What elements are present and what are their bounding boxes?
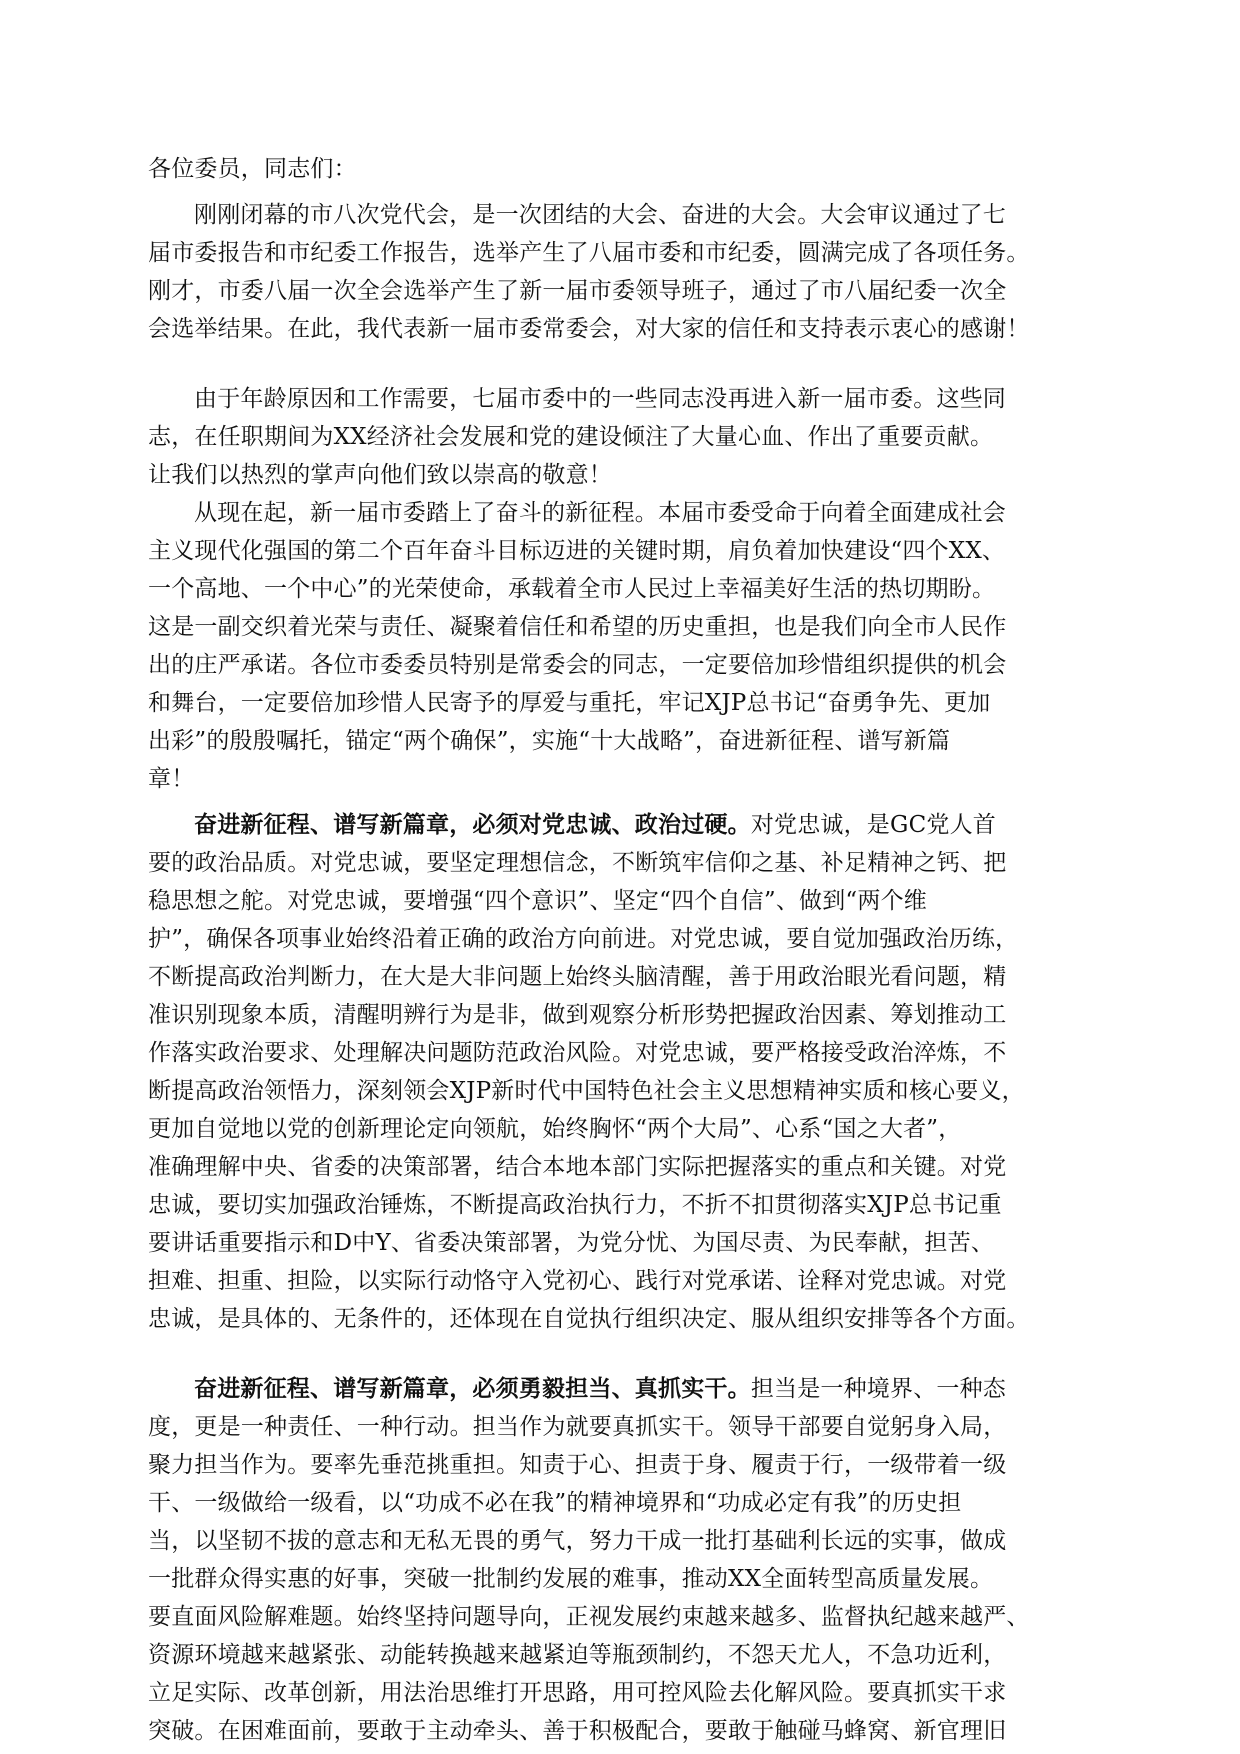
salutation: 各位委员，同志们：: [148, 156, 357, 182]
paragraph-line: [148, 1370, 1100, 1408]
paragraph-line: 要的政治品质。对党忠诚，要坚定理想信念，不断筑牢信仰之基、补足精神之钙、把: [148, 850, 1007, 876]
paragraph-line: 突破。在困难面前，要敢于主动牵头、善于积极配合，要敢于触碰马蜂窝、新官理旧: [148, 1718, 1007, 1744]
paragraph-4: [148, 806, 1100, 1338]
paragraph-3: [148, 494, 1100, 798]
paragraph-line: 资源环境越来越紧张、动能转换越来越紧迫等瓶颈制约，不怨天尤人，不急功近利，: [148, 1642, 1007, 1668]
paragraph-line: 稳思想之舵。对党忠诚，要增强“四个意识”、坚定“四个自信”、做到“两个维: [148, 888, 927, 914]
paragraph-line: 不断提高政治判断力，在大是大非问题上始终头脑清醒，善于用政治眼光看问题，精: [148, 964, 1007, 990]
paragraph-line: 担难、担重、担险，以实际行动恪守入党初心、践行对党承诺、诠释对党忠诚。对党: [148, 1268, 1007, 1294]
paragraph-line: 和舞台，一定要倍加珍惜人民寄予的厚爱与重托，牢记XJP总书记“奋勇争先、更加: [148, 690, 991, 716]
paragraph-line: 会选举结果。在此，我代表新一届市委常委会，对大家的信任和支持表示衷心的感谢！: [148, 316, 1030, 342]
paragraph-line: 刚才，市委八届一次全会选举产生了新一届市委领导班子，通过了市八届纪委一次全: [148, 278, 1007, 304]
paragraph-line: 出彩”的殷殷嘱托，锚定“两个确保”，实施“十大战略”，奋进新征程、谱写新篇: [148, 728, 951, 754]
paragraph-5: [148, 1370, 1100, 1750]
paragraph-line: 要直面风险解难题。始终坚持问题导向，正视发展约束越来越多、监督执纪越来越严、: [148, 1604, 1030, 1630]
paragraph-1: [148, 196, 1100, 348]
paragraph-line: 更加自觉地以党的创新理论定向领航，始终胸怀“两个大局”、心系“国之大者”，: [148, 1116, 962, 1142]
paragraph-line: 志，在任职期间为XX经济社会发展和党的建设倾注了大量心血、作出了重要贡献。: [148, 424, 994, 450]
paragraph-line: 准识别现象本质，清醒明辨行为是非，做到观察分析形势把握政治因素、筹划推动工: [148, 1002, 1007, 1028]
paragraph-line: 主义现代化强国的第二个百年奋斗目标迈进的关键时期，肩负着加快建设“四个XX、: [148, 538, 1006, 564]
paragraph-line: 干、一级做给一级看，以“功成不必在我”的精神境界和“功成必定有我”的历史担: [148, 1490, 962, 1516]
paragraph-2: [148, 380, 1100, 494]
paragraph-line: 一批群众得实惠的好事，突破一批制约发展的难事，推动XX全面转型高质量发展。: [148, 1566, 994, 1592]
paragraph-line: 届市委报告和市纪委工作报告，选举产生了八届市委和市纪委，圆满完成了各项任务。: [148, 240, 1030, 266]
paragraph-line: 护”，确保各项事业始终沿着正确的政治方向前进。对党忠诚，要自觉加强政治历练，: [148, 926, 1019, 952]
paragraph-line: 忠诚，要切实加强政治锤炼，不断提高政治执行力，不折不扣贯彻落实XJP总书记重: [148, 1192, 1002, 1218]
paragraph-line: 一个高地、一个中心”的光荣使命，承载着全市人民过上幸福美好生活的热切期盼。: [148, 576, 996, 602]
paragraph-line: 作落实政治要求、处理解决问题防范政治风险。对党忠诚，要严格接受政治淬炼，不: [148, 1040, 1007, 1066]
paragraph-line: 章！: [148, 766, 195, 792]
paragraph-line: 刚刚闭幕的市八次党代会，是一次团结的大会、奋进的大会。大会审议通过了七: [194, 202, 1006, 228]
paragraph-line: 出的庄严承诺。各位市委委员特别是常委会的同志，一定要倍加珍惜组织提供的机会: [148, 652, 1007, 678]
paragraph-line: 让我们以热烈的掌声向他们致以崇高的敬意！: [148, 462, 612, 488]
document-body: [148, 150, 1100, 1750]
paragraph-line: 从现在起，新一届市委踏上了奋斗的新征程。本届市委受命于向着全面建成社会: [194, 500, 1006, 526]
paragraph-line: 度，更是一种责任、一种行动。担当作为就要真抓实干。领导干部要自觉躬身入局，: [148, 1414, 1007, 1440]
paragraph-line: 当，以坚韧不拔的意志和无私无畏的勇气，努力干成一批打基础利长远的实事，做成: [148, 1528, 1007, 1554]
paragraph-line: 准确理解中央、省委的决策部署，结合本地本部门实际把握落实的重点和关键。对党: [148, 1154, 1007, 1180]
paragraph-text: 担当是一种境界、一种态: [750, 1376, 1007, 1402]
paragraph-text: 对党忠诚，是GC党人首: [750, 812, 996, 838]
paragraph-line: 立足实际、改革创新，用法治思维打开思路，用可控风险去化解风险。要真抓实干求: [148, 1680, 1007, 1706]
paragraph-line: 忠诚，是具体的、无条件的，还体现在自觉执行组织决定、服从组织安排等各个方面。: [148, 1306, 1030, 1332]
paragraph-line: 聚力担当作为。要率先垂范挑重担。知责于心、担责于身、履责于行，一级带着一级: [148, 1452, 1007, 1478]
paragraph-line: 由于年龄原因和工作需要，七届市委中的一些同志没再进入新一届市委。这些同: [194, 386, 1006, 412]
paragraph-line: 要讲话重要指示和D中Y、省委决策部署，为党分忧、为国尽责、为民奉献，担苦、: [148, 1230, 995, 1256]
paragraph-line: [148, 806, 1100, 844]
paragraph-heading: 奋进新征程、谱写新篇章，必须对党忠诚、政治过硬。: [194, 811, 751, 838]
paragraph-line: 这是一副交织着光荣与责任、凝聚着信任和希望的历史重担，也是我们向全市人民作: [148, 614, 1007, 640]
paragraph-heading: 奋进新征程、谱写新篇章，必须勇毅担当、真抓实干。: [194, 1375, 751, 1402]
paragraph-line: 断提高政治领悟力，深刻领会XJP新时代中国特色社会主义思想精神实质和核心要义，: [148, 1078, 1025, 1104]
